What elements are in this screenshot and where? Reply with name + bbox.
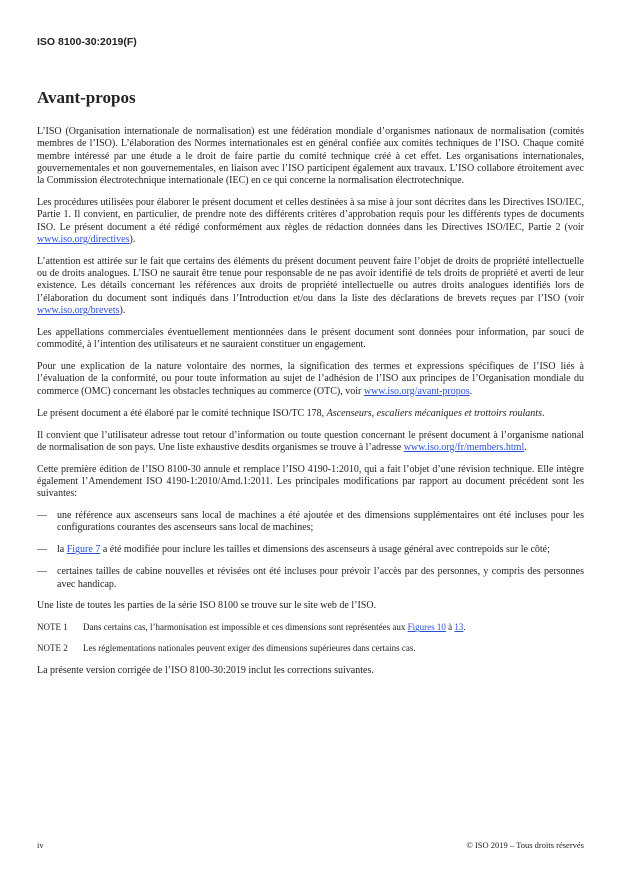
dash-bullet: — xyxy=(37,566,47,578)
link-members[interactable]: www.iso.org/fr/members.html xyxy=(403,441,525,453)
text: ). xyxy=(129,233,136,245)
text: Les réglementations nationales peuvent exiger des dimensions supérieures dans certains cas. xyxy=(83,643,416,654)
list-item xyxy=(37,566,584,591)
link-avant-propos[interactable]: www.iso.org/avant-propos xyxy=(363,385,470,397)
paragraph: La présente version corrigée de l’ISO 8100-30:2019 inclut les corrections suivantes. xyxy=(37,664,374,676)
dash-bullet: — xyxy=(37,510,47,522)
text: L’attention est attirée sur le fait que certains des éléments du présent document peuvent faire l’objet de droits de propriété intellectuelle ou de droits analogues. L’ISO ne saurait être tenue pour responsable de ne pas avoir identifié de tels droits de propriété et averti de leur existence. Les détails concernant les références aux droits de propriété intellectuelle ou autres droits analogues identifiés lors de l’élaboration du document sont indiqués dans l’Introduction et/ou dans la liste des déclarations de brevets reçues par l’ISO (voir xyxy=(37,255,584,304)
paragraph: Une liste de toutes les parties de la série ISO 8100 se trouve sur le site web de l’ISO. xyxy=(37,600,377,612)
paragraph xyxy=(37,408,584,420)
link-brevets[interactable]: www.iso.org/brevets xyxy=(37,305,120,317)
text: . xyxy=(463,622,466,633)
note-label: NOTE 2 xyxy=(37,643,68,654)
document-body xyxy=(37,126,584,686)
link-figures-10[interactable]: Figures 10 xyxy=(407,622,446,633)
dash-bullet: — xyxy=(37,544,47,556)
list-text: une référence aux ascenseurs sans local de machines a été ajoutée et des dimensions supplémentaires ont été incluses pour les configurations courantes des ascenseurs sans local de machines; xyxy=(57,510,584,534)
list-item xyxy=(37,544,584,556)
paragraph xyxy=(37,256,584,317)
link-figure-13[interactable]: 13 xyxy=(454,622,464,633)
note-label: NOTE 1 xyxy=(37,622,68,633)
list-text xyxy=(57,544,584,556)
paragraph: Les appellations commerciales éventuellement mentionnées dans le présent document sont données pour information, par souci de commodité, à l’intention des utilisateurs et ne sauraient constituer un engagement. xyxy=(37,326,584,351)
page-number: iv xyxy=(37,840,44,850)
note-2 xyxy=(37,643,584,655)
list-text: certaines tailles de cabine nouvelles et révisées ont été incluses pour prévoir l’accès par des personnes, y compris des personnes avec handicap. xyxy=(57,566,584,590)
text: . xyxy=(541,407,545,419)
paragraph xyxy=(37,197,584,246)
document-id-header: ISO 8100-30:2019(F) xyxy=(37,36,137,48)
text: ). xyxy=(119,305,126,317)
note-1 xyxy=(37,622,584,634)
text: a été modifiée pour inclure les tailles et dimensions des ascenseurs à usage général avec contrepoids sur le côté; xyxy=(100,544,550,556)
paragraph: L’ISO (Organisation internationale de normalisation) est une fédération mondiale d’organismes nationaux de normalisation (comités membres de l’ISO). L’élaboration des Normes internationales est en général confiée aux comités techniques de l’ISO. Chaque comité membre intéressé par une étude a le droit de faire partie du comité technique créé à cet effet. Les organisations internationales, gouvernementales et non gouvernementales, en liaison avec l’ISO participent également aux travaux. L’ISO collabore étroitement avec la Commission électrotechnique internationale (IEC) en ce qui concerne la normalisation électrotechnique. xyxy=(37,126,584,187)
text: . xyxy=(469,385,473,397)
paragraph xyxy=(37,361,584,398)
paragraph: Cette première édition de l’ISO 8100-30 annule et remplace l’ISO 4190-1:2010, qui a fait l’objet d’une révision technique. Elle intègre également l’Amendement ISO 4190-1:2010/Amd.1:2011. Les principales modifications par rapport au document précédent sont les suivantes: xyxy=(37,463,584,500)
page-title: Avant-propos xyxy=(37,88,136,107)
paragraph xyxy=(37,430,584,455)
text: Le présent document a été élaboré par le comité technique ISO/TC 178, xyxy=(37,407,327,419)
link-figure-7[interactable]: Figure 7 xyxy=(66,544,101,556)
list-item xyxy=(37,510,584,535)
text: Dans certains cas, l’harmonisation est impossible et ces dimensions sont représentées aux xyxy=(83,622,408,633)
text: . xyxy=(524,441,527,453)
text: la xyxy=(57,544,67,556)
text: Il convient que l’utilisateur adresse tout retour d’information ou toute question concernant le présent document à l’organisme national de normalisation de son pays. Une liste exhaustive desdits organismes se trouve à l’adresse xyxy=(37,429,584,453)
copyright: © ISO 2019 – Tous droits réservés xyxy=(466,840,584,850)
text: Pour une explication de la nature volontaire des normes, la signification des termes et expressions spécifiques de l’ISO liés à l’évaluation de la conformité, ou pour toute information au sujet de l’adhésion de l’ISO aux principes de l’Organisation mondiale du commerce (OMC) concernant les obstacles techniques au commerce (OTC), voir xyxy=(37,361,584,397)
text: Les procédures utilisées pour élaborer le présent document et celles destinées à sa mise à jour sont décrites dans les Directives ISO/IEC, Partie 1. Il convient, en particulier, de prendre note des différents critères d’approbation requis pour les différents types de documents ISO. Le présent document a été rédigé conformément aux règles de rédaction données dans les Directives ISO/IEC, Partie 2 (voir xyxy=(37,197,584,233)
text: à xyxy=(445,622,455,633)
link-directives[interactable]: www.iso.org/directives xyxy=(37,233,130,245)
committee-title: Ascenseurs, escaliers mécaniques et trottoirs roulants xyxy=(326,407,542,419)
